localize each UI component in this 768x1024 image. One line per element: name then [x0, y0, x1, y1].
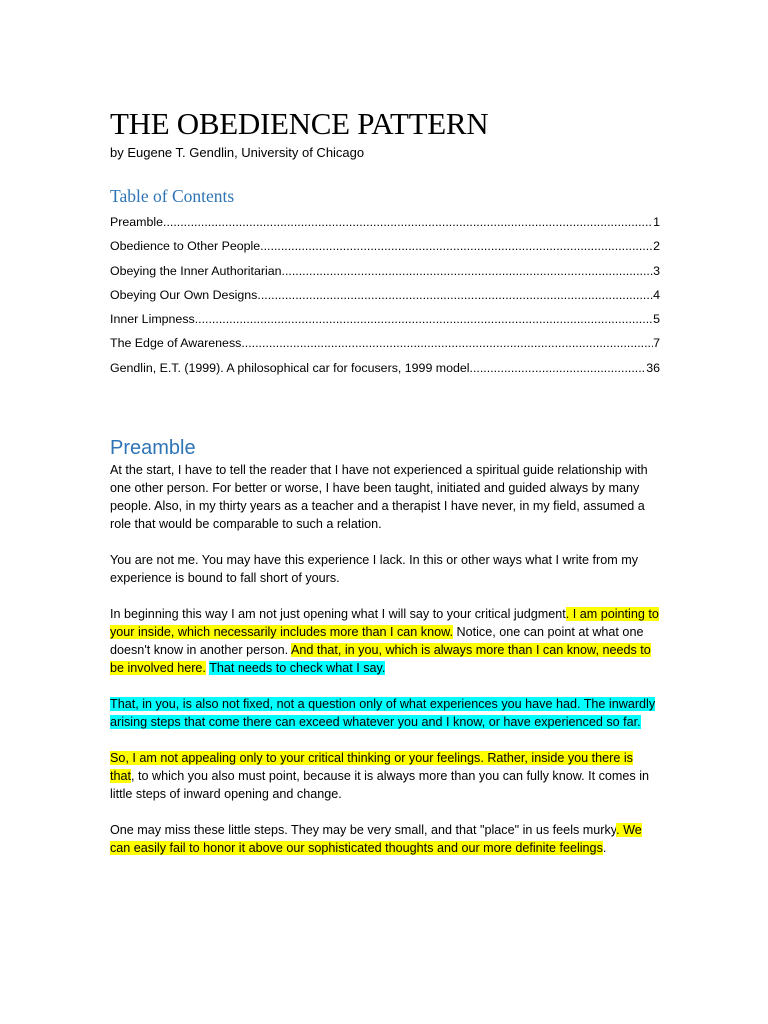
toc-dot-leader: [241, 331, 653, 355]
section-heading-preamble: Preamble: [110, 437, 196, 460]
toc-dot-leader: [195, 307, 653, 331]
yellow-highlight: . I am pointing to your inside, which necessarily includes more than I can know.: [110, 607, 659, 640]
toc-entry-obeying-inner-authoritarian[interactable]: [110, 259, 660, 283]
toc-entry-label: The Edge of Awareness: [110, 336, 242, 351]
yellow-highlight: So, I am not appealing only to your critical thinking or your feelings. Rather, inside you there is that: [110, 751, 633, 784]
toc-dot-leader: [470, 356, 647, 380]
toc-dot-leader: [282, 259, 654, 283]
toc-entry-page: 36: [646, 360, 660, 375]
document-title: THE OBEDIENCE PATTERN: [110, 106, 489, 141]
yellow-highlight: . We can easily fail to honor it above our sophisticated thoughts and our more definite feelings: [110, 823, 642, 856]
paragraph-2: You are not me. You may have this experience I lack. In this or other ways what I write from my experience is bound to fall short of yours.: [110, 553, 639, 586]
cyan-highlight: That, in you, is also not fixed, not a question only of what experiences you have had. The inwardly arising steps that come there can exceed whatever you and I know, or have experienced so far.: [110, 697, 656, 730]
toc-entry-page: 7: [653, 336, 660, 351]
cyan-highlight: That needs to check what I say.: [209, 661, 386, 676]
toc-entry-obeying-our-own-designs[interactable]: [110, 283, 660, 307]
toc-entry-label: Preamble: [110, 215, 164, 229]
page-content: [110, 104, 660, 875]
toc-heading: Table of Contents: [110, 186, 235, 206]
table-of-contents: [110, 210, 660, 380]
toc-entry-label: Inner Limpness: [110, 312, 195, 327]
toc-entry-preamble[interactable]: [110, 210, 660, 234]
toc-entry-label: Obedience to Other People: [110, 239, 261, 254]
paragraph-1: At the start, I have to tell the reader that I have not experienced a spiritual guide relationship with one other person. For better or worse, I have been taught, initiated and guided always by many people. Also, in my thirty years as a teacher and a therapist I have never, in my field, assumed a role that would be comparable to such a relation.: [110, 463, 648, 532]
toc-entry-page: 2: [653, 239, 660, 254]
yellow-highlight: And that, in you, which is always more than I can know, needs to be involved here.: [110, 643, 651, 676]
toc-entry-edge-of-awareness[interactable]: [110, 331, 660, 355]
plain-text: Notice, one can point at what one doesn't know in another person.: [110, 625, 644, 658]
toc-entry-philosophical-car[interactable]: [110, 356, 660, 380]
paragraph-4: [110, 695, 660, 731]
toc-entry-label: Gendlin, E.T. (1999). A philosophical car for focusers, 1999 model: [110, 360, 470, 375]
paragraph-3: [110, 605, 660, 677]
toc-entry-label: Obeying Our Own Designs: [110, 287, 258, 302]
plain-text: In beginning this way I am not just opening what I will say to your critical judgment: [110, 607, 566, 622]
document-author: by Eugene T. Gendlin, University of Chicago: [110, 145, 365, 160]
paragraph-6: [110, 821, 660, 857]
toc-entry-inner-limpness[interactable]: [110, 307, 660, 331]
plain-text: One may miss these little steps. They may be very small, and that "place" in us feels murky: [110, 823, 617, 838]
plain-text: , to which you also must point, because it is always more than you can fully know. It comes in little steps of inward opening and change.: [110, 769, 650, 802]
plain-text: .: [602, 841, 607, 856]
toc-entry-page: 5: [653, 312, 660, 327]
toc-entry-page: 4: [653, 287, 660, 302]
toc-dot-leader: [257, 283, 653, 307]
toc-dot-leader: [260, 234, 653, 258]
toc-entry-page: 3: [653, 263, 660, 278]
paragraph-5: [110, 749, 660, 803]
toc-entry-label: Obeying the Inner Authoritarian: [110, 263, 282, 278]
toc-entry-obedience-to-other-people[interactable]: [110, 234, 660, 258]
toc-dot-leader: [163, 210, 653, 234]
toc-entry-page: 1: [653, 215, 660, 229]
